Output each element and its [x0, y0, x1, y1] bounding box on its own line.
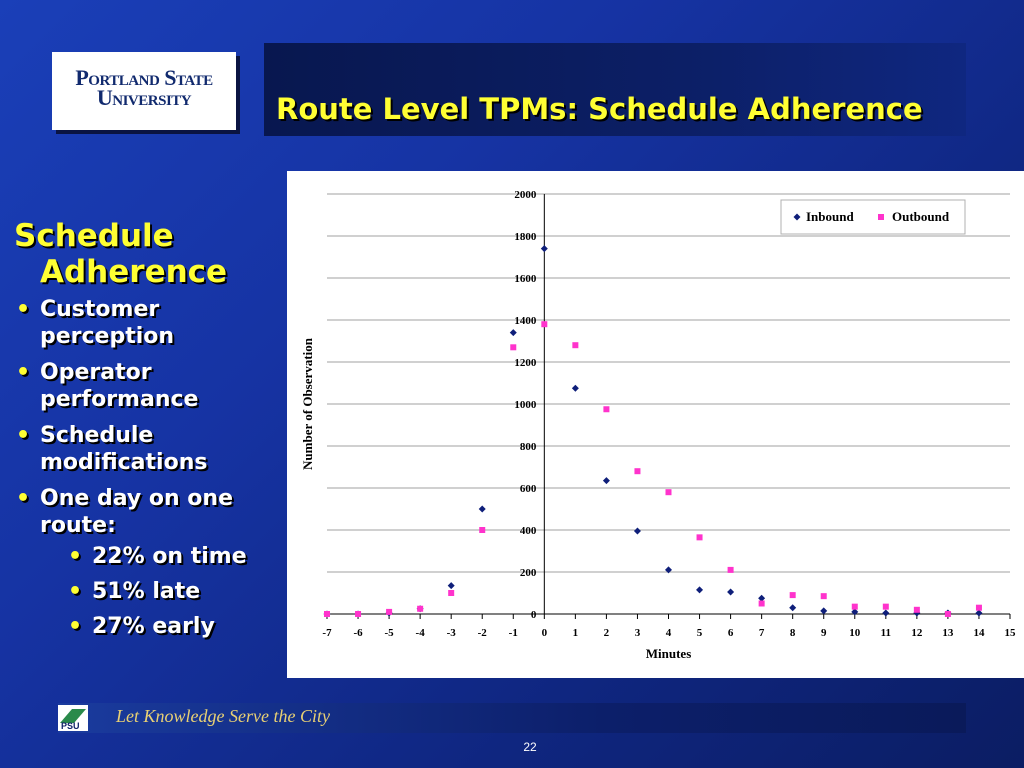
psu-logo-icon — [58, 705, 88, 731]
x-tick-label: 14 — [973, 627, 985, 639]
logo-line2: University — [96, 85, 192, 110]
section-heading — [14, 218, 289, 290]
inbound-point — [510, 329, 517, 336]
scatter-chart — [287, 171, 1024, 678]
sub-bullet-item — [66, 543, 289, 570]
x-tick-label: 5 — [696, 627, 703, 639]
inbound-point — [820, 607, 827, 614]
bullet-text: Customer perception — [40, 297, 175, 349]
y-tick-label: 1200 — [514, 357, 537, 369]
bullet-text: One day on one route: — [40, 486, 233, 538]
y-tick-label: 600 — [519, 483, 537, 495]
x-axis-title: Minutes — [645, 646, 692, 661]
outbound-point — [666, 489, 672, 495]
legend-outbound-label: Outbound — [892, 209, 950, 224]
x-tick-label: 11 — [880, 627, 892, 639]
logo-line1: Portland State — [75, 65, 213, 90]
y-tick-label: 800 — [519, 441, 537, 453]
bullet-dot-icon: • — [16, 486, 31, 511]
slide-title: Route Level TPMs: Schedule Adherence — [276, 92, 923, 126]
y-tick-label: 200 — [519, 567, 537, 579]
outbound-point — [697, 534, 703, 540]
sub-bullet-item — [66, 578, 289, 605]
y-tick-label: 1400 — [514, 315, 537, 327]
y-tick-label: 1800 — [514, 231, 537, 243]
y-tick-label: 0 — [530, 609, 537, 621]
x-tick-label: 3 — [634, 627, 641, 639]
heading-line1: Schedule — [14, 218, 174, 254]
bullet-dot-icon: • — [68, 579, 83, 604]
outbound-point — [759, 601, 765, 607]
bullet-dot-icon: • — [16, 360, 31, 385]
outbound-point — [914, 607, 920, 613]
x-tick-label: 2 — [603, 627, 610, 639]
outbound-point — [821, 593, 827, 599]
inbound-point — [448, 582, 455, 589]
x-tick-label: 0 — [541, 627, 548, 639]
bullet-text: Schedule modifications — [40, 423, 208, 475]
y-axis-title: Number of Observation — [300, 338, 315, 470]
bullet-item — [14, 422, 289, 476]
x-tick-label: 15 — [1004, 627, 1016, 639]
outbound-point — [572, 342, 578, 348]
outbound-point — [852, 604, 858, 610]
outbound-point — [790, 592, 796, 598]
outbound-point — [324, 611, 330, 617]
x-tick-label: 8 — [789, 627, 796, 639]
y-tick-label: 400 — [519, 525, 537, 537]
x-tick-label: 13 — [942, 627, 954, 639]
bullet-panel — [14, 218, 289, 649]
inbound-point — [634, 528, 641, 535]
bullet-text: Operator performance — [40, 360, 199, 412]
outbound-point — [883, 604, 889, 610]
page-number: 22 — [523, 740, 537, 754]
x-tick-label: -4 — [415, 627, 425, 639]
outbound-point — [510, 344, 516, 350]
bullet-item — [14, 485, 289, 640]
outbound-point — [976, 605, 982, 611]
legend-inbound-label: Inbound — [806, 209, 854, 224]
x-tick-label: 9 — [820, 627, 827, 639]
bullet-list — [14, 296, 289, 640]
inbound-point — [541, 245, 548, 252]
outbound-point — [603, 406, 609, 412]
psu-logo-text: PSU — [61, 721, 80, 731]
y-tick-label: 2000 — [514, 189, 537, 201]
x-tick-label: -3 — [446, 627, 456, 639]
outbound-point — [728, 567, 734, 573]
inbound-point — [789, 604, 796, 611]
bullet-dot-icon: • — [68, 544, 83, 569]
x-tick-label: -5 — [384, 627, 394, 639]
inbound-point — [603, 477, 610, 484]
heading-line2: Adherence — [40, 254, 228, 290]
x-tick-label: -1 — [508, 627, 518, 639]
inbound-point — [882, 609, 889, 616]
x-tick-label: 6 — [727, 627, 734, 639]
x-tick-label: 10 — [849, 627, 861, 639]
university-logo — [52, 52, 236, 130]
sub-bullet-list — [66, 543, 289, 640]
y-tick-label: 1000 — [514, 399, 537, 411]
bullet-item — [14, 296, 289, 350]
outbound-point — [945, 611, 951, 617]
outbound-point — [355, 611, 361, 617]
inbound-point — [572, 385, 579, 392]
inbound-point — [479, 506, 486, 513]
outbound-point — [448, 590, 454, 596]
x-tick-label: 7 — [758, 627, 765, 639]
outbound-point — [541, 321, 547, 327]
sub-bullet-text: 22% on time — [92, 544, 247, 569]
sub-bullet-item — [66, 613, 289, 640]
bullet-dot-icon: • — [16, 297, 31, 322]
bullet-dot-icon: • — [68, 614, 83, 639]
outbound-point — [634, 468, 640, 474]
inbound-point — [727, 588, 734, 595]
bullet-dot-icon: • — [16, 423, 31, 448]
sub-bullet-text: 27% early — [92, 614, 215, 639]
sub-bullet-text: 51% late — [92, 579, 201, 604]
bullet-item — [14, 359, 289, 413]
y-tick-label: 1600 — [514, 273, 537, 285]
legend-outbound-marker — [878, 214, 884, 220]
footer-tagline: Let Knowledge Serve the City — [116, 706, 330, 726]
x-tick-label: 12 — [911, 627, 923, 639]
inbound-point — [696, 586, 703, 593]
outbound-point — [386, 609, 392, 615]
x-tick-label: -7 — [322, 627, 332, 639]
outbound-point — [479, 527, 485, 533]
x-tick-label: -6 — [353, 627, 363, 639]
outbound-point — [417, 606, 423, 612]
logo-text — [56, 65, 232, 110]
psu-logo — [58, 705, 88, 731]
x-tick-label: 4 — [665, 627, 672, 639]
x-tick-label: 1 — [572, 627, 579, 639]
chart-panel — [287, 171, 1024, 678]
x-tick-label: -2 — [477, 627, 487, 639]
